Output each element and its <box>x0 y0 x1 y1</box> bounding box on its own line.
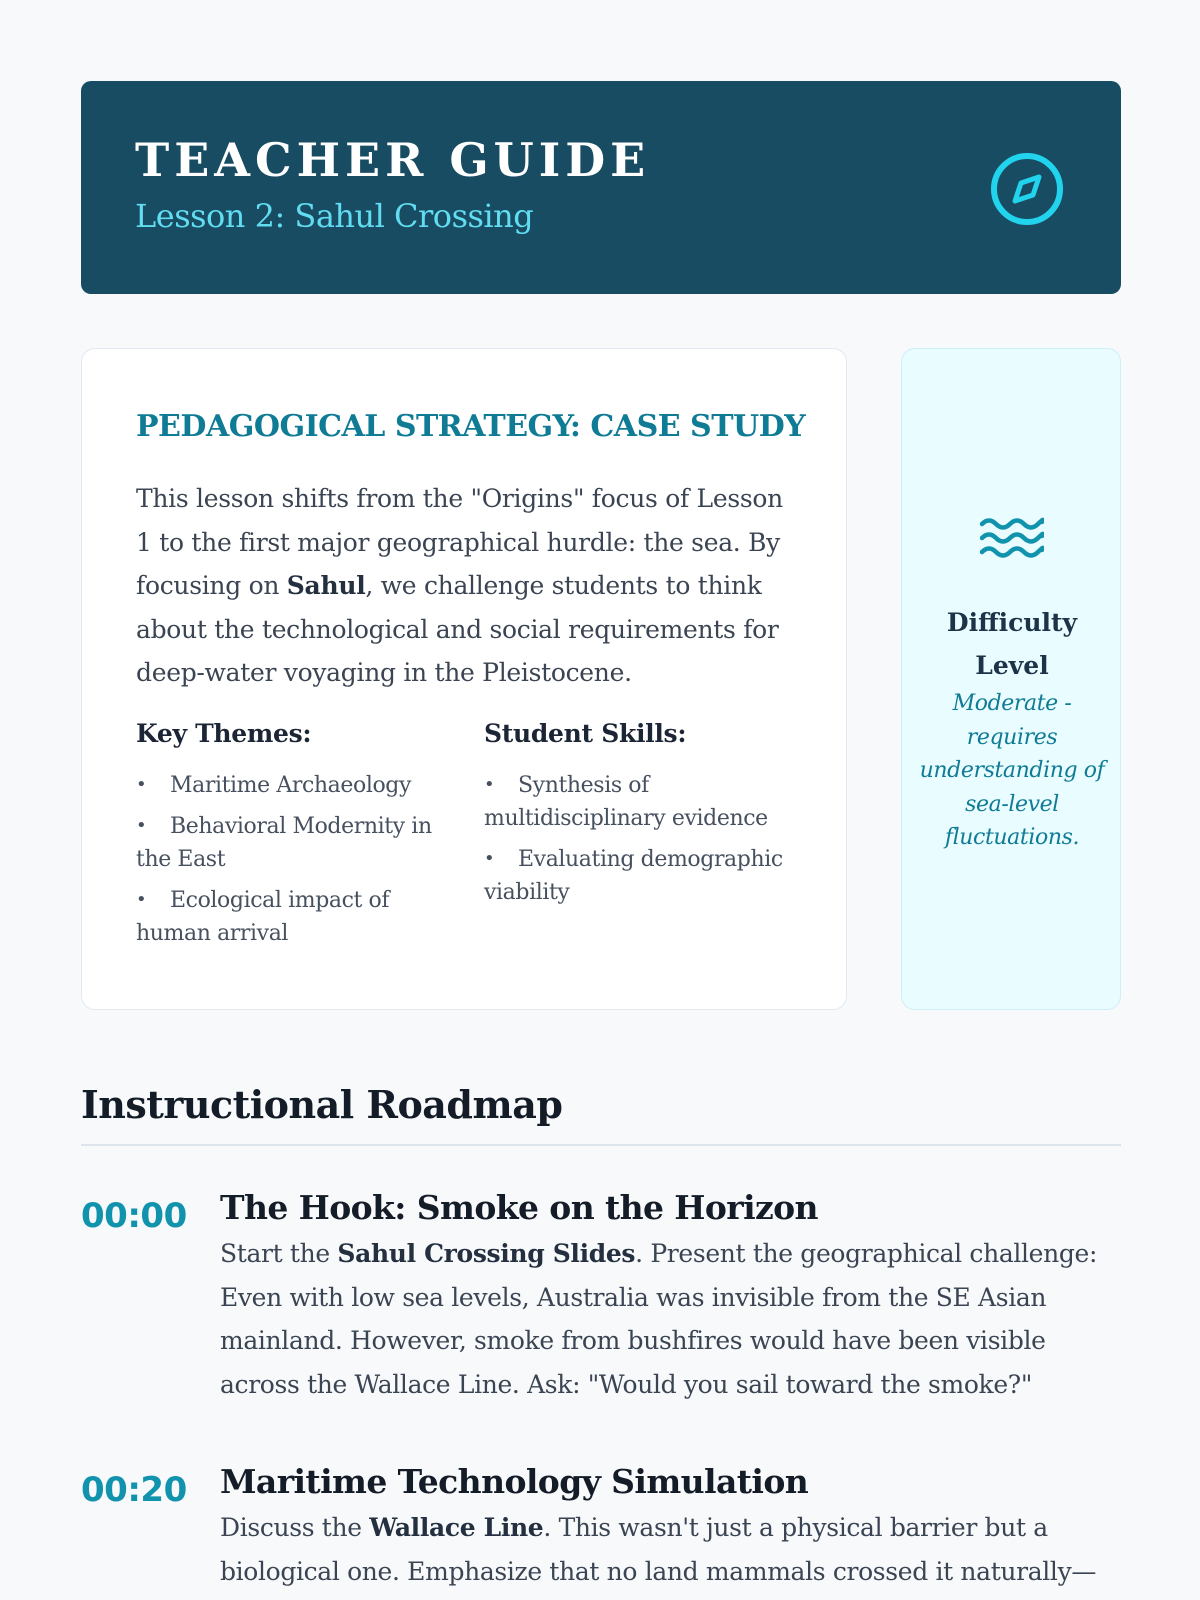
step-title: Maritime Technology Simulation <box>220 1462 809 1501</box>
list-item: • Synthesis of multidisciplinary evidence <box>484 773 768 831</box>
compass-icon <box>989 151 1065 227</box>
list-item: • Evaluating demographic viability <box>484 847 783 905</box>
step-content <box>220 1188 1120 1406</box>
waves-icon <box>980 514 1044 564</box>
roadmap-title: Instructional Roadmap <box>81 1082 563 1127</box>
step-body: Start the Sahul Crossing Slides. Present the geographical challenge: Even with low sea levels, Australia was invisible from the SE Asian mainland. However, smoke from bushfires would have been visible across the Wallace Line. Ask: "Would you sail toward the smoke?" <box>220 1239 1098 1399</box>
list-item: • Ecological impact of human arrival <box>136 888 390 946</box>
key-themes-heading: Key Themes: <box>136 719 312 748</box>
strategy-description: This lesson shifts from the "Origins" focus of Lesson 1 to the first major geographical hurdle: the sea. By focusing on Sahul, we challenge students to think about the technological and social requirements for deep-water voyaging in the Pleistocene. <box>136 484 783 687</box>
difficulty-card <box>901 348 1121 1010</box>
step-time: 00:20 <box>81 1470 187 1510</box>
list-item: • Maritime Archaeology <box>136 773 412 798</box>
key-themes <box>136 719 456 957</box>
difficulty-label: Difficulty Level <box>946 608 1078 680</box>
step-content <box>220 1462 1120 1593</box>
student-skills-heading: Student Skills: <box>484 719 687 748</box>
lesson-subtitle: Lesson 2: Sahul Crossing <box>135 197 534 235</box>
header-title: TEACHER GUIDE <box>135 133 651 187</box>
divider <box>81 1144 1121 1146</box>
student-skills <box>484 719 814 916</box>
lesson-header <box>81 81 1121 294</box>
pedagogical-strategy-card <box>81 348 847 1010</box>
strategy-heading: PEDAGOGICAL STRATEGY: CASE STUDY <box>136 409 806 444</box>
step-title: The Hook: Smoke on the Horizon <box>220 1188 818 1227</box>
difficulty-description: Moderate - requires understanding of sea-level fluctuations. <box>919 691 1105 850</box>
step-body: Discuss the Wallace Line. This wasn't just a physical barrier but a biological one. Emphasize that no land mammals crossed it naturally— <box>220 1513 1097 1586</box>
step-time: 00:00 <box>81 1196 187 1236</box>
list-item: • Behavioral Modernity in the East <box>136 814 432 872</box>
sahul-emphasis: Sahul <box>286 571 366 600</box>
